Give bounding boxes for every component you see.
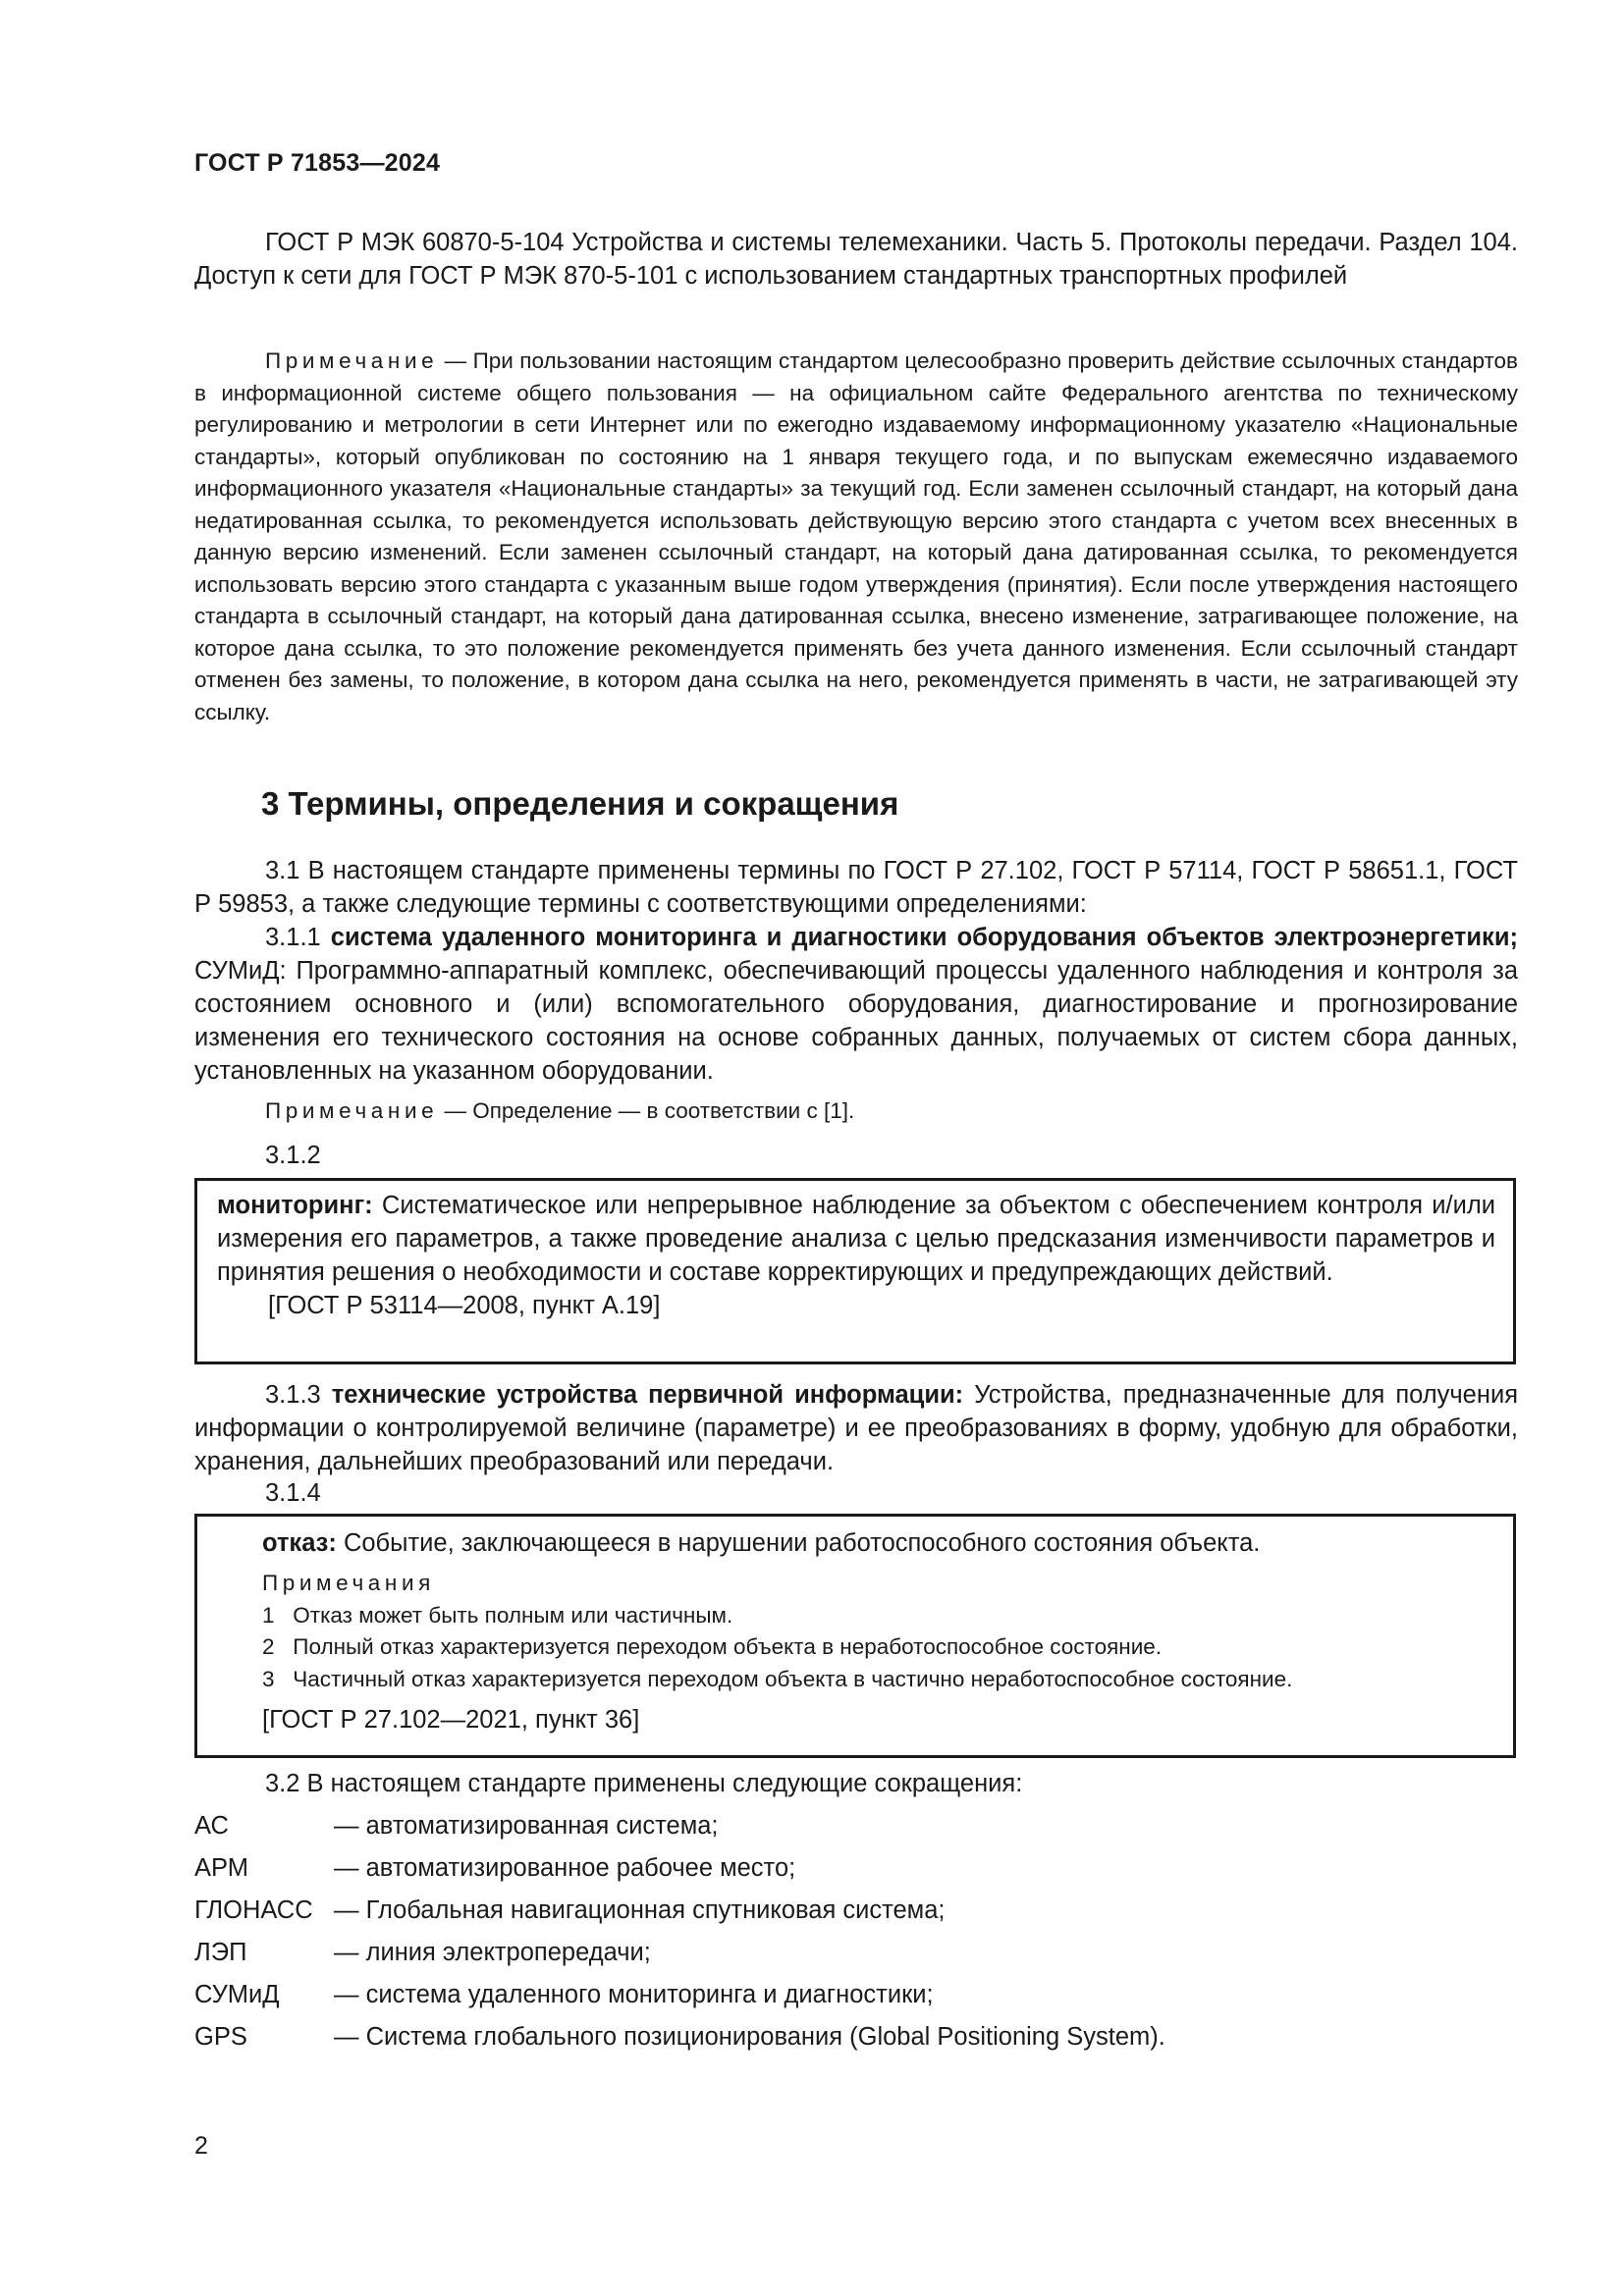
abbreviation-key: АРМ bbox=[194, 1854, 248, 1882]
abbreviation-text: — автоматизированное рабочее место; bbox=[334, 1854, 796, 1882]
reference-entry bbox=[194, 226, 1518, 293]
term-name: мониторинг: bbox=[217, 1192, 373, 1219]
term-name: отказ: bbox=[262, 1529, 337, 1557]
term-source: [ГОСТ Р 27.102—2021, пункт 36] bbox=[262, 1706, 640, 1734]
abbreviation-key: АС bbox=[194, 1812, 229, 1840]
note-item: 1 Отказ может быть полным или частичным. bbox=[262, 1602, 733, 1628]
term-name: система удаленного мониторинга и диагностики оборудования объектов электроэнергетики; bbox=[330, 924, 1518, 951]
abbreviation-row bbox=[194, 2020, 1165, 2054]
abbreviation-row bbox=[194, 1936, 651, 1969]
abbreviation-row bbox=[194, 1809, 719, 1842]
term-3-1-2-box bbox=[194, 1178, 1516, 1364]
term-3-1-4-box bbox=[194, 1514, 1516, 1758]
term-number: 3.1.3 bbox=[265, 1381, 332, 1409]
abbreviation-row bbox=[194, 1851, 795, 1885]
abbreviation-key: GPS bbox=[194, 2023, 247, 2051]
note-item: 3 Частичный отказ характеризуется переходом объекта в частично неработоспособное состояние. bbox=[262, 1666, 1293, 1691]
term-3-1-3 bbox=[194, 1378, 1518, 1478]
term-3-1-4-number: 3.1.4 bbox=[265, 1479, 321, 1507]
section-title: 3 Термины, определения и сокращения bbox=[261, 785, 899, 822]
page-number: 2 bbox=[194, 2132, 208, 2160]
term-name: технические устройства первичной информации: bbox=[331, 1381, 964, 1409]
note-item: 2 Полный отказ характеризуется переходом объекта в неработоспособное состояние. bbox=[262, 1634, 1163, 1659]
document-header: ГОСТ Р 71853—2024 bbox=[194, 149, 441, 177]
abbreviation-row bbox=[194, 1978, 934, 2011]
abbreviation-text: — линия электропередачи; bbox=[334, 1939, 651, 1966]
abbreviation-text: — Глобальная навигационная спутниковая система; bbox=[334, 1896, 946, 1924]
term-definition: Систематическое или непрерывное наблюдение за объектом с обеспечением контроля и/или измерения его параметров, а также проведение анализа с целью предсказания изменчивости параметров и принятия решения о необходимости и составе корректирующих и предупреждающих действий. bbox=[217, 1192, 1495, 1286]
note-text: — При пользовании настоящим стандартом целесообразно проверить действие ссылочных стандартов в информационной системе общего пользования — на официальном сайте Федерального агентства по техническому регулированию и метрологии в сети Интернет или по ежегодно издаваемому информационному указателю «Национальные стандарты», который опубликован по состоянию на 1 января текущего года, и по выпускам ежемесячно издаваемого информационного указателя «Национальные стандарты» за текущий год. Если заменен ссылочный стандарт, на который дана недатированная ссылка, то рекомендуется использовать действующую версию этого стандарта с учетом всех внесенных в данную версию изменений. Если заменен ссылочный стандарт, на который дана датированная ссылка, то рекомендуется использовать версию этого стандарта с указанным выше годом утверждения (принятия). Если после утверждения настоящего стандарта в ссылочный стандарт, на который дана датированная ссылка, внесено изменение, затрагивающее положение, на которое дана ссылка, то это положение рекомендуется применять без учета данного изменения. Если ссылочный стандарт отменен без замены, то положение, в котором дана ссылка на него, рекомендуется применять в части, не затрагивающей эту ссылку. bbox=[194, 348, 1518, 724]
note-3-1-1: Примечание — Определение — в соответствии с [1]. bbox=[265, 1098, 855, 1123]
term-definition: Устройства, предназначенные для получения информации о контролируемой величине (параметре) и ее преобразованиях в форму, удобную для обработки, хранения, дальнейших преобразований или передачи. bbox=[194, 1381, 1518, 1475]
term-definition: СУМиД: Программно-аппаратный комплекс, обеспечивающий процессы удаленного наблюдения и контроля за состоянием основного и (или) вспомогательного оборудования, диагностирование и прогнозирование изменения его технического состояния на основе собранных данных, получаемых от систем сбора данных, установленных на указанном оборудовании. bbox=[194, 957, 1518, 1085]
abbreviation-key: ГЛОНАСС bbox=[194, 1896, 313, 1924]
note-label: Примечание bbox=[265, 348, 439, 373]
abbreviation-key: ЛЭП bbox=[194, 1939, 247, 1966]
notes-label: Примечания bbox=[262, 1571, 435, 1595]
term-3-1-1 bbox=[194, 921, 1518, 1088]
term-definition: Событие, заключающееся в нарушении работоспособного состояния объекта. bbox=[336, 1529, 1261, 1557]
abbreviation-key: СУМиД bbox=[194, 1981, 280, 2008]
clause-3-1: 3.1 В настоящем стандарте применены термины по ГОСТ Р 27.102, ГОСТ Р 57114, ГОСТ Р 58651.1, ГОСТ Р 59853, а также следующие термины с соответствующими определениями: bbox=[194, 857, 1518, 918]
clause-3-2: 3.2 В настоящем стандарте применены следующие сокращения: bbox=[265, 1770, 1023, 1797]
term-source: [ГОСТ Р 53114—2008, пункт А.19] bbox=[268, 1292, 661, 1319]
abbreviation-row bbox=[194, 1894, 945, 1927]
reference-text: ГОСТ Р МЭК 60870-5-104 Устройства и системы телемеханики. Часть 5. Протоколы передачи. Раздел 104. Доступ к сети для ГОСТ Р МЭК 870-5-101 с использованием стандартных транспортных профилей bbox=[194, 229, 1518, 290]
note-references bbox=[194, 346, 1518, 728]
abbreviation-text: — автоматизированная система; bbox=[334, 1812, 719, 1840]
term-3-1-2-number: 3.1.2 bbox=[265, 1142, 321, 1169]
term-number: 3.1.1 bbox=[265, 924, 331, 951]
abbreviation-text: — Система глобального позиционирования (Global Positioning System). bbox=[334, 2023, 1165, 2051]
abbreviation-text: — система удаленного мониторинга и диагностики; bbox=[334, 1981, 934, 2008]
